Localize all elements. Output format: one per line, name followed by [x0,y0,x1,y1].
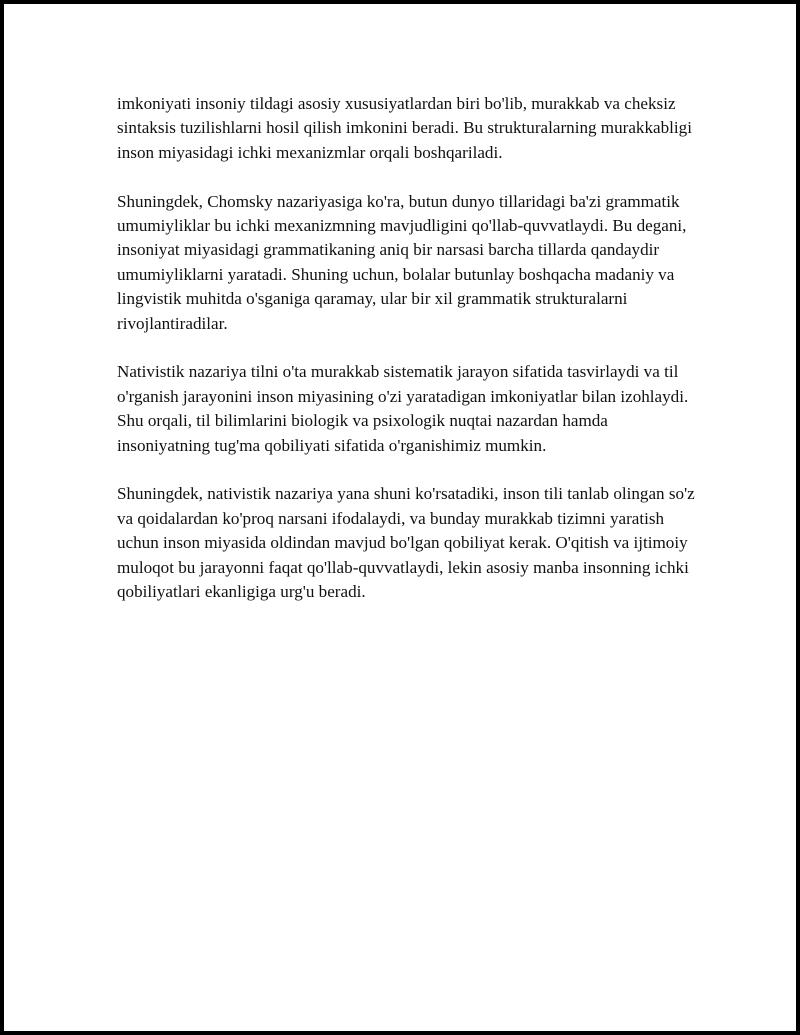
paragraph-3: Nativistik nazariya tilni o'ta murakkab sistematik jarayon sifatida tasvirlaydi va til o'rganish jarayonini inson miyasining o'zi yaratadigan imkoniyatlar bilan izohlaydi. Shu orqali, til bilimlarini biologik va psixologik nuqtai nazardan hamda insoniyatning tug'ma qobiliyati sifatida o'rganishimiz mumkin. [117,362,689,455]
document-body [117,92,697,604]
paragraph-2: Shuningdek, Chomsky nazariyasiga ko'ra, butun dunyo tillaridagi ba'zi grammatik umumiyliklar bu ichki mexanizmning mavjudligini qo'llab-quvvatlaydi. Bu degani, insoniyat miyasidagi grammatikaning aniq bir narsasi barcha tillarda qandaydir umumiyliklarni yaratadi. Shuning uchun, bolalar butunlay boshqacha madaniy va lingvistik muhitda o'sganiga qaramay, ular bir xil grammatik strukturalarni rivojlantiradilar. [117,191,687,333]
paragraph-4: Shuningdek, nativistik nazariya yana shuni ko'rsatadiki, inson tili tanlab olingan so'z va qoidalardan ko'proq narsani ifodalaydi, va bunday murakkab tizimni yaratish uchun inson miyasida oldindan mavjud bo'lgan qobiliyat kerak. O'qitish va ijtimoiy muloqot bu jarayonni faqat qo'llab-quvvatlaydi, lekin asosiy manba insonning ichki qobiliyatlari ekanligiga urg'u beradi. [117,484,695,602]
paragraph-1: imkoniyati insoniy tildagi asosiy xususiyatlardan biri bo'lib, murakkab va cheksiz sintaksis tuzilishlarni hosil qilish imkonini beradi. Bu strukturalarning murakkabligi inson miyasidagi ichki mexanizmlar orqali boshqariladi. [117,94,692,162]
